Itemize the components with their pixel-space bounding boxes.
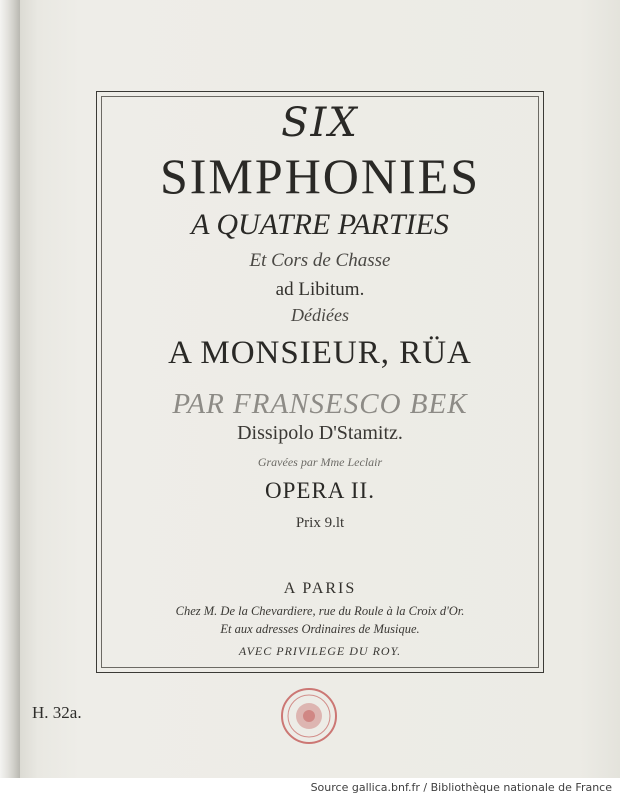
library-stamp-icon — [278, 685, 340, 747]
shelfmark-label: H. 32a. — [32, 703, 82, 722]
imprint-addresses: Et aux adresses Ordinaires de Musique. — [220, 622, 420, 636]
source-credit: Source gallica.bnf.fr / Bibliothèque nationale de France — [310, 781, 612, 794]
book-spine-edge — [0, 0, 20, 778]
price: Prix 9.lt — [295, 515, 345, 531]
engraver-credit: Gravées par Mme Leclair — [257, 455, 383, 469]
privilege-line: AVEC PRIVILEGE DU ROY. — [238, 644, 402, 658]
opus-number: OPERA II. — [265, 478, 375, 503]
composer-affiliation: Dissipolo D'Stamitz. — [237, 422, 403, 444]
title-quatre-parties: A QUATRE PARTIES — [191, 208, 449, 241]
title-ad-libitum: ad Libitum. — [275, 279, 365, 300]
title-simphonies: SIMPHONIES — [159, 148, 481, 204]
imprint-city: A PARIS — [283, 580, 357, 597]
imprint-publisher: Chez M. De la Chevardiere, rue du Roule à la Croix d'Or. — [175, 604, 465, 618]
title-cors-de-chasse: Et Cors de Chasse — [249, 250, 391, 271]
title-six: SIX — [281, 100, 359, 146]
composer-line: PAR FRANSESCO BEK — [172, 388, 468, 420]
dedication-label: Dédiées — [291, 305, 349, 325]
dedicatee: A MONSIEUR, RÜA — [168, 335, 472, 371]
